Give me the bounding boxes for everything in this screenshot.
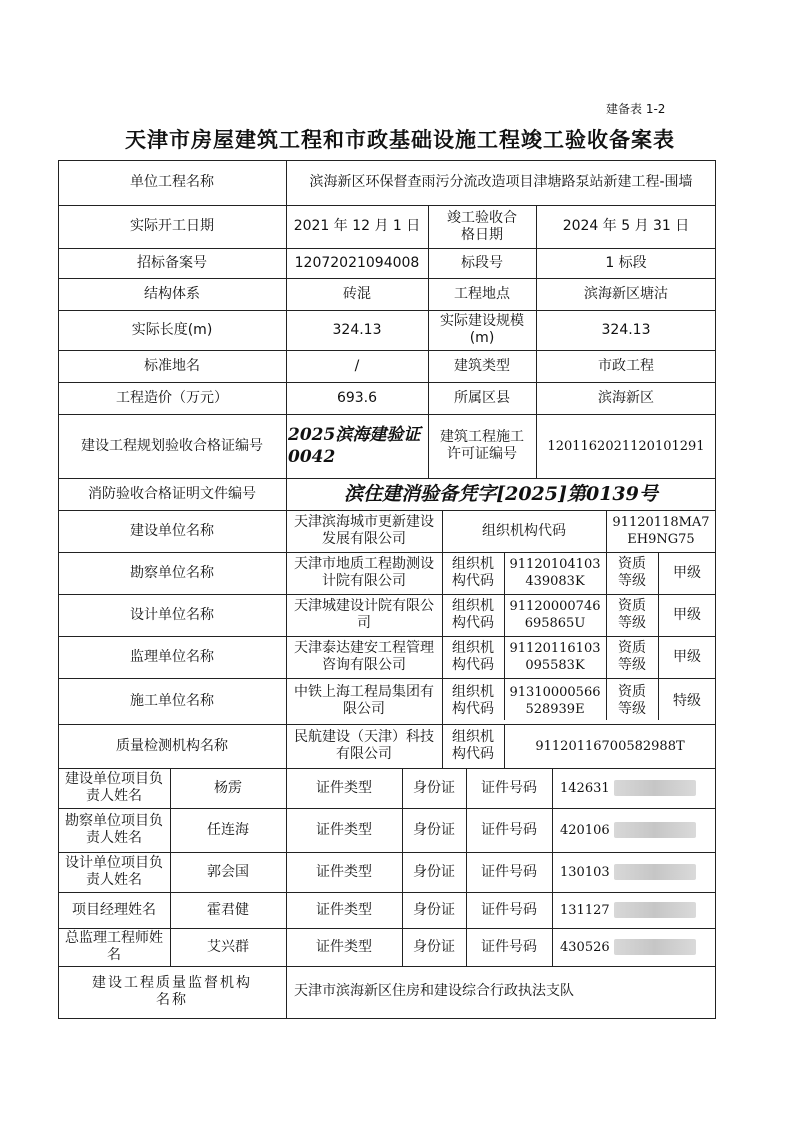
person-role: 项目经理姓名 [72,901,156,918]
acceptance-date-value: 2024 年 5 月 31 日 [562,218,690,234]
cert-no-label: 证件号码 [481,863,537,880]
cert-type-label: 证件类型 [316,938,372,955]
supervisor-grade-value: 甲级 [673,648,701,665]
design-code-label: 组织机构代码 [452,598,494,631]
bid-record-value: 12072021094008 [294,254,420,271]
redaction-mask [614,864,696,880]
redaction-mask [614,780,696,796]
id-prefix: 142631 [560,780,610,796]
cert-no-label: 证件号码 [481,821,537,838]
fire-cert-handwriting: 滨住建消验备凭字[2025]第0139号 [344,483,658,505]
location-label: 工程地点 [454,285,510,302]
contractor-label: 施工单位名称 [130,692,214,709]
planning-cert-label: 建设工程规划验收合格证编号 [81,437,263,454]
cost-value: 693.6 [336,389,378,406]
structure-label: 结构体系 [144,285,200,302]
person-name: 任连海 [207,821,249,838]
survey-grade-label: 资质等级 [618,556,646,589]
cert-no-label: 证件号码 [481,938,537,955]
start-date-value: 2021 年 12 月 1 日 [293,218,421,234]
supervisor-grade-label: 资质等级 [618,640,646,673]
survey-code-value: 91120104103439083K [509,557,601,589]
person-name: 郭会国 [207,863,249,880]
owner-code-value: 91120118MA7EH9NG75 [612,515,710,547]
survey-value: 天津市地质工程勘测设计院有限公司 [294,556,434,589]
design-value: 天津城建设计院有限公司 [294,598,434,631]
cert-no-value [552,852,716,892]
district-label: 所属区县 [454,389,510,406]
cert-no-value [552,808,716,852]
contractor-code-value: 91310000566528939E [509,685,601,717]
survey-code-label: 组织机构代码 [452,556,494,589]
fire-cert-label: 消防验收合格证明文件编号 [88,485,256,502]
section-value: 1 标段 [605,254,647,271]
id-prefix: 130103 [560,864,610,880]
design-grade-value: 甲级 [673,606,701,623]
redaction-mask [614,822,696,838]
contractor-grade-label: 资质等级 [618,684,646,717]
id-prefix: 420106 [560,822,610,838]
supervision-value: 天津市滨海新区住房和建设综合行政执法支队 [294,983,574,999]
person-role: 建设单位项目负责人姓名 [65,771,163,804]
testing-code-label: 组织机构代码 [452,729,494,762]
cert-type-value: 身份证 [413,779,455,796]
person-role: 总监理工程师姓名 [65,930,163,963]
supervision-label: 建设工程质量监督机构名称 [92,974,252,1008]
location-value: 滨海新区塘沽 [584,285,668,302]
cert-no-label: 证件号码 [481,779,537,796]
permit-value: 12011620211201012​91 [547,438,705,454]
redaction-mask [614,939,696,955]
testing-label: 质量检测机构名称 [116,737,228,754]
survey-label: 勘察单位名称 [130,564,214,581]
permit-label: 建筑工程施工许可证编号 [440,429,524,462]
building-type-label: 建筑类型 [454,357,510,374]
cert-type-label: 证件类型 [316,821,372,838]
supervisor-code-value: 91120116103095583K [509,641,601,673]
contractor-code-label: 组织机构代码 [452,684,494,717]
cost-label: 工程造价（万元） [116,389,228,406]
cert-type-value: 身份证 [413,863,455,880]
acceptance-date-label: 竣工验收合格日期 [447,209,517,243]
supervisor-label: 监理单位名称 [130,648,214,665]
filing-table [58,160,716,1019]
structure-value: 砖混 [343,285,371,302]
start-date-label: 实际开工日期 [130,218,214,234]
cert-type-label: 证件类型 [316,863,372,880]
person-role: 勘察单位项目负责人姓名 [65,813,163,846]
id-prefix: 430526 [560,939,610,955]
person-name: 艾兴群 [207,938,249,955]
cert-no-value [552,928,716,966]
testing-code-value: 91120116700582988T [535,738,685,754]
landmark-label: 标准地名 [144,357,200,374]
cert-no-value [552,768,716,808]
length-label: 实际长度(m) [131,321,213,338]
cert-type-label: 证件类型 [316,779,372,796]
cert-no-value [552,892,716,928]
form-code: 建备表 1-2 [606,102,666,116]
form-title: 天津市房屋建筑工程和市政基础设施工程竣工验收备案表 [125,128,675,152]
contractor-grade-value: 特级 [673,692,701,709]
survey-grade-value: 甲级 [673,564,701,581]
supervisor-value: 天津泰达建安工程管理咨询有限公司 [294,640,434,673]
cert-type-label: 证件类型 [316,901,372,918]
length-value: 324.13 [332,321,382,338]
person-name: 霍君健 [207,901,249,918]
supervisor-code-label: 组织机构代码 [452,640,494,673]
owner-label: 建设单位名称 [130,522,214,539]
bid-record-label: 招标备案号 [137,254,207,271]
design-grade-label: 资质等级 [618,598,646,631]
contractor-value: 中铁上海工程局集团有限公司 [294,684,434,717]
project-name-label: 单位工程名称 [130,174,214,190]
person-name: 杨雳 [214,779,242,796]
design-label: 设计单位名称 [130,606,214,623]
cert-type-value: 身份证 [413,938,455,955]
cert-type-value: 身份证 [413,901,455,918]
redaction-mask [614,902,696,918]
project-name-value: 滨海新区环保督查雨污分流改造项目津塘路泵站新建工程-围墙 [309,174,693,190]
building-type-value: 市政工程 [598,357,654,374]
owner-code-label: 组织机构代码 [482,522,566,539]
owner-value: 天津滨海城市更新建设发展有限公司 [294,514,434,547]
planning-cert-handwriting: 2025滨海建验证0042 [288,425,421,467]
landmark-value: / [354,357,360,374]
scale-value: 324.13 [601,321,651,338]
cert-no-label: 证件号码 [481,901,537,918]
scale-label: 实际建设规模(m) [440,313,524,346]
person-role: 设计单位项目负责人姓名 [65,855,163,888]
testing-value: 民航建设（天津）科技有限公司 [294,729,434,762]
section-label: 标段号 [461,254,503,271]
cert-type-value: 身份证 [413,821,455,838]
id-prefix: 131127 [560,902,610,918]
district-value: 滨海新区 [598,389,654,406]
design-code-value: 91120000746695865U [509,599,601,631]
